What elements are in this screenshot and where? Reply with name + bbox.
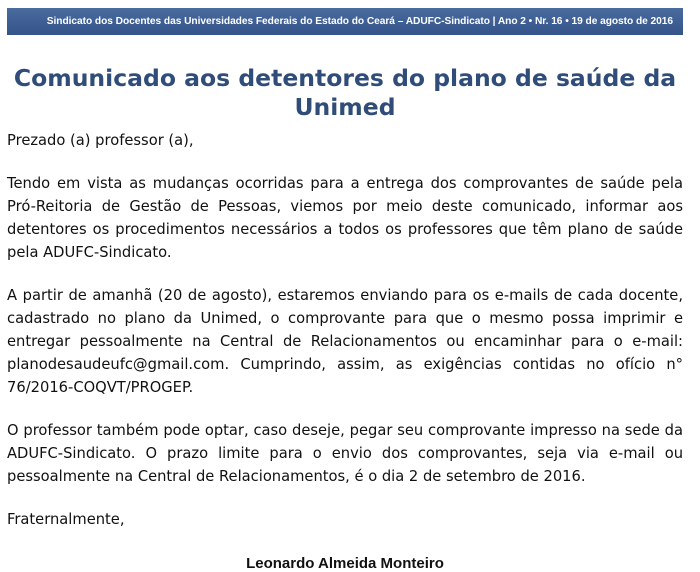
- paragraph-1: Tendo em vista as mudanças ocorridas para a entrega dos comprovantes de saúde pela Pró-Reitoria de Gestão de Pessoas, viemos por meio deste comunicado, informar aos detentores os procedimentos necessários a todos os professores que têm plano de saúde pela ADUFC-Sindicato.: [7, 175, 683, 261]
- page-title: Comunicado aos detentores do plano de saúde da Unimed: [13, 63, 677, 121]
- header-banner: [7, 8, 683, 35]
- banner-text: Sindicato dos Docentes das Universidades Federais do Estado do Ceará – ADUFC-Sindicato | Ano 2 • Nr. 16 • 19 de agosto de 2016: [46, 16, 673, 27]
- article-body: [7, 129, 683, 551]
- greeting: Prezado (a) professor (a),: [7, 132, 194, 149]
- paragraph-3: O professor também pode optar, caso deseje, pegar seu comprovante impresso na sede da ADUFC-Sindicato. O prazo limite para o envio dos comprovantes, seja via e-mail ou pessoalmente na Central de Relacionamentos, é o dia 2 de setembro de 2016.: [7, 422, 683, 485]
- signature-name: Leonardo Almeida Monteiro: [246, 555, 444, 572]
- closing: Fraternalmente,: [7, 511, 125, 528]
- paragraph-2: A partir de amanhã (20 de agosto), estaremos enviando para os e-mails de cada docente, cadastrado no plano da Unimed, o comprovante para que o mesmo possa imprimir e entregar pessoalmente na Central de Relacionamentos ou encaminhar para o e-mail: planodesaudeufc@gmail.com. Cumprindo, assim, as exigências contidas no ofício n° 76/2016-COQVT/PROGEP.: [7, 287, 683, 396]
